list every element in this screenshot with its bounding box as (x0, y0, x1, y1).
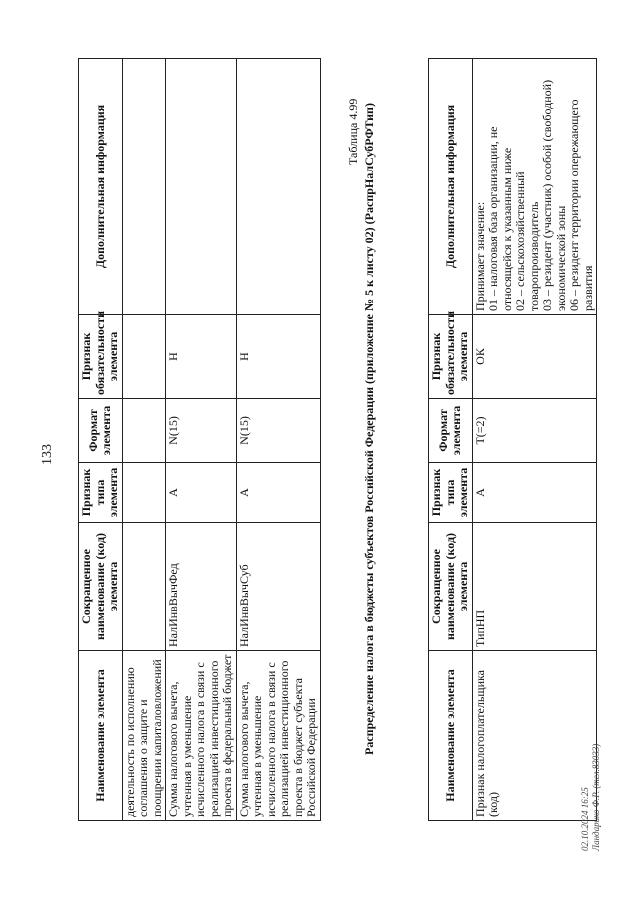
header-type: Признак типа элемента (79, 463, 123, 523)
item-code: 01 (486, 299, 500, 311)
cell-info (122, 59, 166, 315)
info-intro: Принимает значение: (472, 201, 487, 311)
cell-name: деятельность по исполнению соглашения о защите и поощрении капиталовложений (122, 651, 166, 821)
list-item (514, 62, 541, 311)
print-stamp (580, 744, 602, 851)
table-row (166, 59, 237, 821)
list-item (568, 62, 595, 311)
item-code: 02 (513, 299, 527, 311)
page-number: 133 (40, 444, 55, 465)
cell-code: НалИнвВычСуб (236, 523, 320, 651)
table-header-row (429, 59, 473, 821)
table-row (122, 59, 166, 821)
item-code: 03 (540, 299, 554, 311)
cell-name: Сумма налогового вычета, учтенная в уменьшение исчисленного налога в связи с реализацией инвестиционного проекта в федеральный бюджет (166, 651, 237, 821)
stamp-line: Ландарико Ф.Р. (тел.83033) (591, 743, 601, 851)
cell-name: Сумма налогового вычета, учтенная в уменьшение исчисленного налога в связи с реализацией инвестиционного проекта в бюджет субъекта Российской Федерации (236, 651, 320, 821)
stamp-line: 02.10.2024 16:25 (580, 787, 590, 851)
cell-type: А (472, 463, 597, 523)
cell-format: T(=2) (472, 399, 597, 463)
header-info: Дополнительная информация (79, 59, 123, 315)
cell-required: Н (236, 315, 320, 399)
cell-format: N(15) (236, 399, 320, 463)
table-row (236, 59, 320, 821)
item-text: – резидент территории опережающего развития (567, 99, 595, 311)
cell-info (236, 59, 320, 315)
item-text: – налоговая база организации, не относящейся к указанным ниже (486, 126, 514, 311)
elements-table-continued (78, 58, 321, 821)
item-code: 06 (567, 299, 581, 311)
cell-format: N(15) (166, 399, 237, 463)
cell-name: Признак налогоплательщика (код) (472, 651, 597, 821)
cell-info (472, 59, 597, 315)
list-item (487, 62, 514, 311)
header-required: Признак обязательности элемента (429, 315, 473, 399)
cell-type: А (236, 463, 320, 523)
cell-format (122, 399, 166, 463)
cell-code: НалИнвВычФед (166, 523, 237, 651)
table-title: Распределение налога в бюджеты субъектов Российской Федерации (приложение № 5 к листу 02) (РаспрНалСубРФТип) (362, 103, 376, 755)
header-code: Сокращенное наименование (код) элемента (79, 523, 123, 651)
item-text: – сельскохозяйственный товаропроизводитель (513, 171, 541, 311)
header-format: Формат элемента (429, 399, 473, 463)
header-type: Признак типа элемента (429, 463, 473, 523)
elements-table (428, 58, 597, 821)
cell-type: А (166, 463, 237, 523)
cell-required: ОК (472, 315, 597, 399)
cell-info (166, 59, 237, 315)
header-format: Формат элемента (79, 399, 123, 463)
table-row (472, 59, 597, 821)
header-name: Наименование элемента (79, 651, 123, 821)
cell-required: Н (166, 315, 237, 399)
cell-type (122, 463, 166, 523)
cell-code: ТипНП (472, 523, 597, 651)
table-header-row (79, 59, 123, 821)
cell-code (122, 523, 166, 651)
header-info: Дополнительная информация (429, 59, 473, 315)
item-text: – резидент (участник) особой (свободной) экономической зоны (540, 79, 568, 311)
table-number: Таблица 4.99 (346, 98, 360, 165)
header-required: Признак обязательности элемента (79, 315, 123, 399)
header-name: Наименование элемента (429, 651, 473, 821)
list-item (541, 62, 568, 311)
cell-required (122, 315, 166, 399)
header-code: Сокращенное наименование (код) элемента (429, 523, 473, 651)
